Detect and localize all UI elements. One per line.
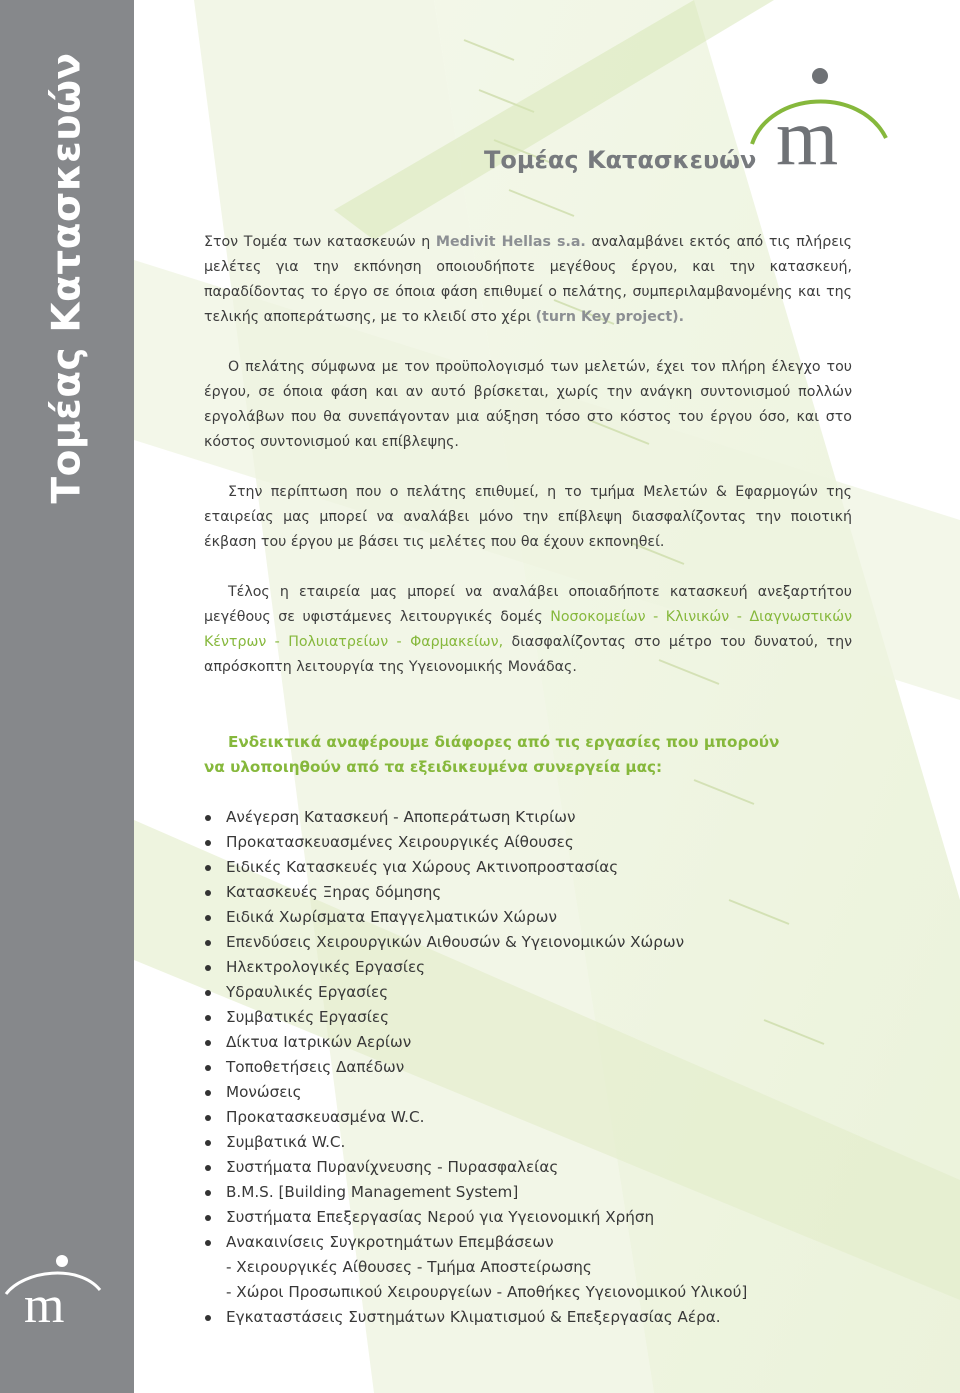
facility-types: Νοσοκομείων - Κλινικών - Διαγνωστικών Κέντρων - Πολυιατρείων - Φαρμακείων, [204,609,852,650]
paragraph-client-control: Ο πελάτης σύμφωνα με τον προϋπολογισμό των μελετών, έχει τον πλήρη έλεγχο του έργου, σε όποια φάση και αν αυτό βρίσκεται, χωρίς την ανάγκη συντονισμού πολλών εργολάβων που θα συνεπάγονταν μια αύξηση τόσο στο κόστος του έργου όσο, και στο κόστος συντονισμού και επίβλεψης. [204,359,852,450]
list-item: Προκατασκευασμένα W.C. [204,1105,844,1130]
list-item: Ηλεκτρολογικές Εργασίες [204,955,844,980]
list-subitem: - Χώροι Προσωπικού Χειρουργείων - Αποθήκες Υγειονομικού Υλικού] [226,1283,748,1301]
list-item: Υδραυλικές Εργασίες [204,980,844,1005]
list-item: B.M.S. [Building Management System] [204,1180,844,1205]
sidebar-title: Τομέας Κατασκευών [44,52,90,504]
paragraph-intro-text-a: Στον Τομέα των κατασκευών η [204,234,436,250]
svg-text:m: m [776,94,839,170]
services-list [204,805,844,1330]
list-item: Ειδικά Χωρίσματα Επαγγελματικών Χώρων [204,905,844,930]
list-item: Επενδύσεις Χειρουργικών Αιθουσών & Υγειονομικών Χώρων [204,930,844,955]
paragraph-intro-text-c: αναλαμβάνει εκτός από τις πλήρεις μελέτες για την εκπόνηση οποιουδήποτε μεγέθους έργου, και την κατασκευή, παραδίδοντας το έργο σε όποια φάση επιθυμεί ο πελάτης, συμπεριλαμβανομένης και της τελικής αποπεράτωσης, με το κλειδί στο χέρι [204,234,852,325]
list-item: Κατασκευές Ξηρας δόμησης [204,880,844,905]
paragraph-existing-text-a: Τέλος η εταιρεία μας μπορεί να αναλάβει οποιαδήποτε κατασκευή ανεξαρτήτου μεγέθους σε υφιστάμενες λειτουργικές δομές [204,584,852,625]
list-item: Συστήματα Επεξεργασίας Νερού για Υγειονομική Χρήση [204,1205,844,1230]
company-name: Medivit Hellas s.a. [435,234,586,250]
sidebar [0,0,134,1393]
list-item: Εγκαταστάσεις Συστημάτων Κλιματισμού & Επεξεργασίας Αέρα. [204,1305,844,1330]
page-title: Τομέας Κατασκευών [484,146,757,174]
services-intro: Ενδεικτικά αναφέρουμε διάφορες από τις εργασίες που μπορούν να υλοποιηθούν από τα εξειδικευμένα συνεργεία μας: [204,733,780,776]
list-item: Ανακαινίσεις Συγκροτημάτων Επεμβάσεων [204,1230,844,1255]
list-item: Προκατασκευασμένες Χειρουργικές Αίθουσες [204,830,844,855]
sidebar-logo-icon [4,1250,104,1330]
list-item: Δίκτυα Ιατρικών Αερίων [204,1030,844,1055]
list-subitem: - Χειρουργικές Αίθουσες - Τμήμα Αποστείρωσης [226,1258,592,1276]
list-item: Συστήματα Πυρανίχνευσης - Πυρασφαλείας [204,1155,844,1180]
paragraph-existing-facilities [204,580,852,680]
list-item: Τοποθετήσεις Δαπέδων [204,1055,844,1080]
medivit-logo-icon [750,66,890,170]
list-item: Συμβατικά W.C. [204,1130,844,1155]
paragraph-intro [204,230,852,330]
list-item: Ανέγερση Κατασκευή - Αποπεράτωση Κτιρίων [204,805,844,830]
list-item: Μονώσεις [204,1080,844,1105]
svg-text:m: m [24,1277,65,1330]
turn-key-project: (turn Key project). [535,309,684,325]
paragraph-supervision: Στην περίπτωση που ο πελάτης επιθυμεί, η το τμήμα Μελετών & Εφαρμογών της εταιρείας μας μπορεί να αναλάβει μόνο την επίβλεψη διασφαλίζοντας την ποιοτική έκβαση του έργου με βάσει τις μελέτες που θα έχουν εκπονηθεί. [204,484,852,550]
list-item: Ειδικές Κατασκευές για Χώρους Ακτινοπροστασίας [204,855,844,880]
paragraph-existing-text-c: διασφαλίζοντας στο μέτρο του δυνατού, την απρόσκοπτη λειτουργία της Υγειονομικής Μονάδας. [204,634,853,675]
list-item: Συμβατικές Εργασίες [204,1005,844,1030]
